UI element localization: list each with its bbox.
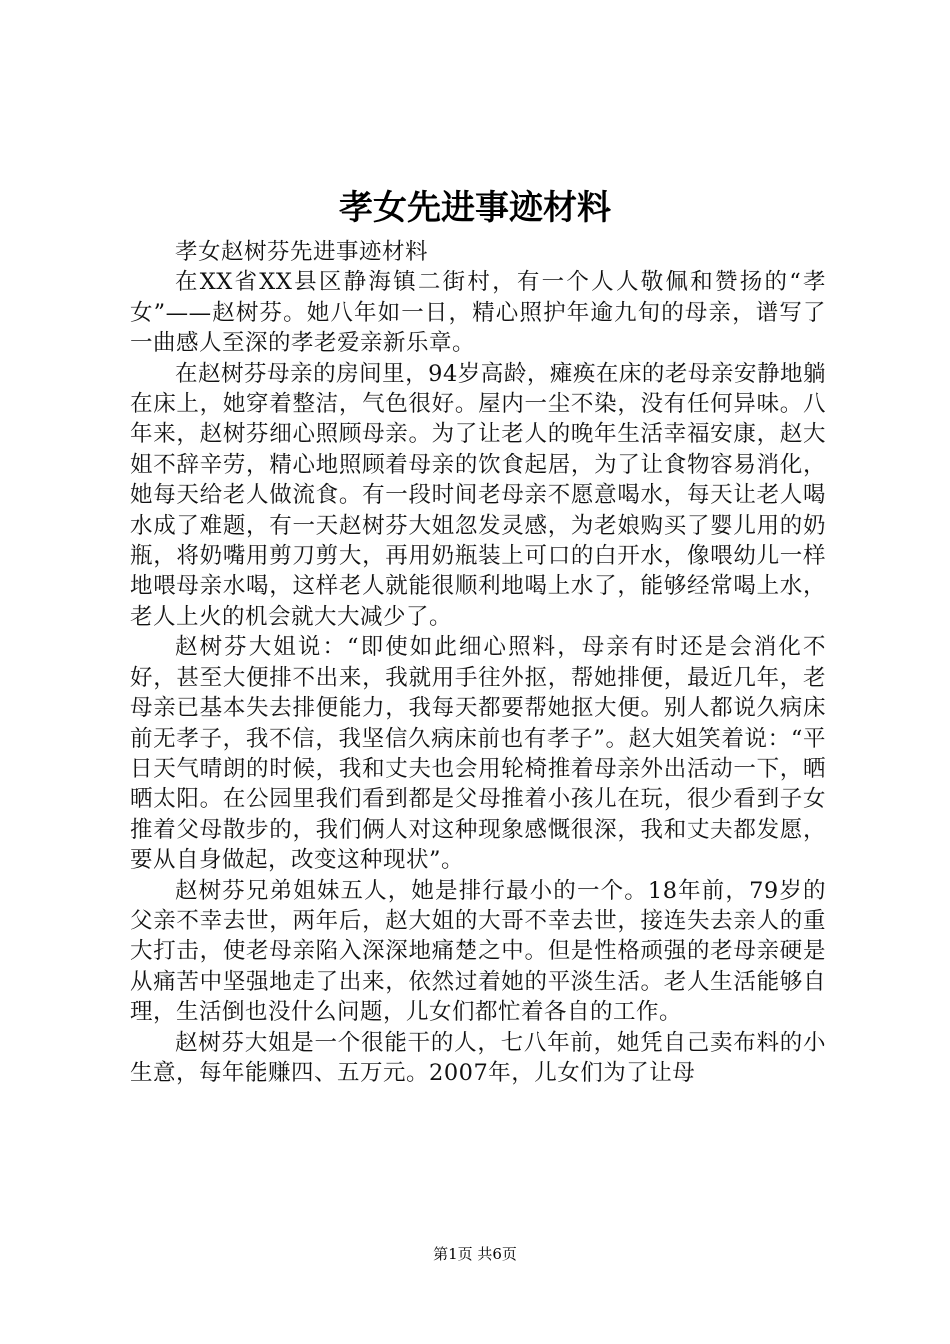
paragraph: 赵树芬大姐是一个很能干的人，七八年前，她凭自己卖布料的小生意，每年能赚四、五万元。2007年，儿女们为了让母	[130, 1029, 826, 1086]
paragraph: 赵树芬兄弟姐妹五人，她是排行最小的一个。18年前，79岁的父亲不幸去世，两年后，赵大姐的大哥不幸去世，接连失去亲人的重大打击，使老母亲陷入深深地痛楚之中。但是性格顽强的老母亲硬是从痛苦中坚强地走了出来，依然过着她的平淡生活。老人生活能够自理，生活倒也没什么问题，儿女们都忙着各自的工作。	[130, 877, 826, 1026]
document-title: 孝女先进事迹材料	[339, 188, 611, 228]
paragraph-subtitle: 孝女赵树芬先进事迹材料	[175, 239, 429, 265]
paragraph: 在赵树芬母亲的房间里，94岁高龄，瘫痪在床的老母亲安静地躺在床上，她穿着整洁，气色很好。屋内一尘不染，没有任何异味。八年来，赵树芬细心照顾母亲。为了让老人的晚年生活幸福安康，赵大姐不辞辛劳，精心地照顾着母亲的饮食起居，为了让食物容易消化，她每天给老人做流食。有一段时间老母亲不愿意喝水，每天让老人喝水成了难题，有一天赵树芬大姐忽发灵感，为老娘购买了婴儿用的奶瓶，将奶嘴用剪刀剪大，再用奶瓶装上可口的白开水，像喂幼儿一样地喂母亲水喝，这样老人就能很顺利地喝上水了，能够经常喝上水，老人上火的机会就大大减少了。	[130, 360, 826, 630]
paragraph: 赵树芬大姐说：“即使如此细心照料，母亲有时还是会消化不好，甚至大便排不出来，我就用手往外抠，帮她排便，最近几年，老母亲已基本失去排便能力，我每天都要帮她抠大便。别人都说久病床前无孝子，我不信，我坚信久病床前也有孝子”。赵大姐笑着说：“平日天气晴朗的时候，我和丈夫也会用轮椅推着母亲外出活动一下，晒晒太阳。在公园里我们看到都是父母推着小孩儿在玩，很少看到子女推着父母散步的，我们俩人对这种现象感慨很深，我和丈夫都发愿，要从自身做起，改变这种现状”。	[130, 634, 826, 874]
document-body	[130, 237, 826, 1088]
page-number-footer: 第1页 共6页	[433, 1245, 517, 1263]
paragraph: 在XX省XX县区静海镇二街村，有一个人人敬佩和赞扬的“孝女”——赵树芬。她八年如一日，精心照护年逾九旬的母亲，谱写了一曲感人至深的孝老爱亲新乐章。	[130, 269, 826, 357]
